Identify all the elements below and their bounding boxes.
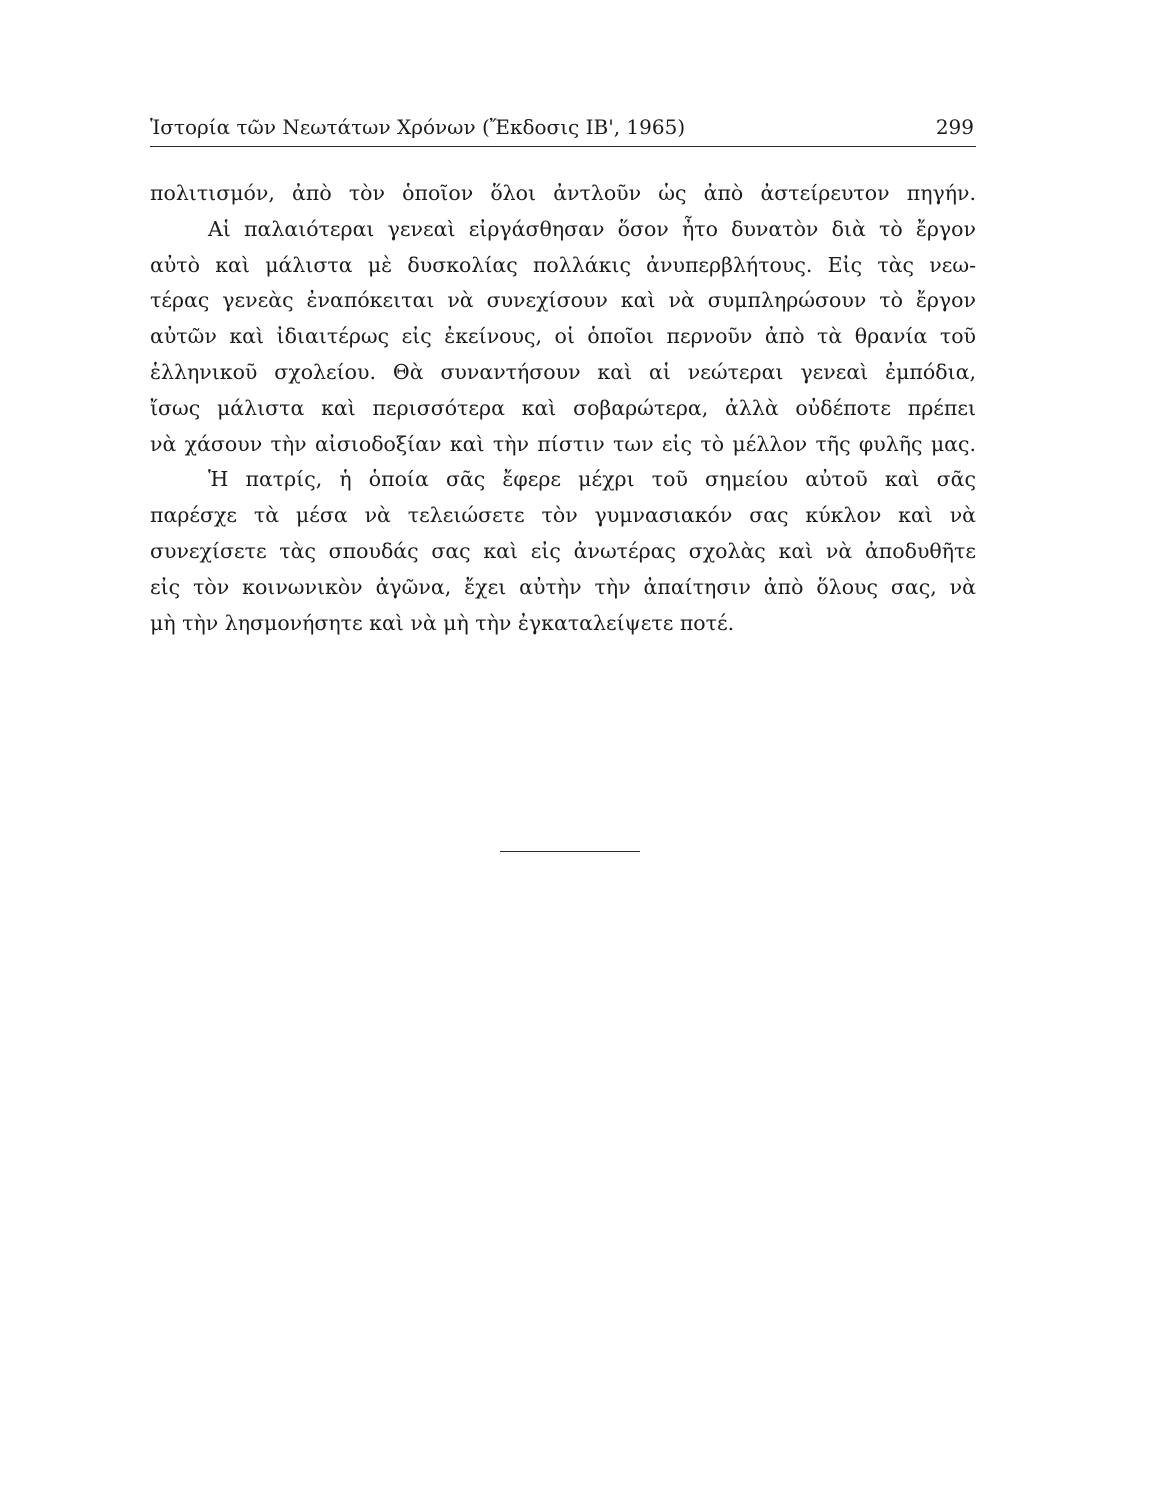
- text-line: μὴ τὴν λησμονήσητε καὶ νὰ μὴ τὴν ἐγκαταλείψετε ποτέ.: [150, 610, 735, 635]
- text-line: Ἡ πατρίς, ἡ ὁποία σᾶς ἔφερε μέχρι τοῦ σημείου αὐτοῦ καὶ σᾶς: [208, 467, 976, 492]
- header-rule: [150, 146, 976, 147]
- text-line: ἑλληνικοῦ σχολείου. Θὰ συναντήσουν καὶ αἱ νεώτεραι γενεαὶ ἐμπόδια,: [150, 359, 976, 384]
- body-text: [150, 176, 976, 641]
- text-line: τέρας γενεὰς ἐναπόκειται νὰ συνεχίσουν καὶ νὰ συμπληρώσουν τὸ ἔργον: [150, 288, 976, 313]
- text-line: συνεχίσετε τὰς σπουδάς σας καὶ εἰς ἀνωτέρας σχολὰς καὶ νὰ ἀποδυθῆτε: [150, 538, 976, 563]
- page-number: 299: [935, 115, 974, 139]
- text-line: Αἱ παλαιότεραι γενεαὶ εἰργάσθησαν ὅσον ἦτο δυνατὸν διὰ τὸ ἔργον: [208, 216, 976, 241]
- text-line: νὰ χάσουν τὴν αἰσιοδοξίαν καὶ τὴν πίστιν των εἰς τὸ μέλλον τῆς φυλῆς μας.: [150, 431, 976, 456]
- text-line: αὐτὸ καὶ μάλιστα μὲ δυσκολίας πολλάκις ἀνυπερβλήτους. Εἰς τὰς νεω-: [150, 252, 976, 277]
- running-head-title: Ἱστορία τῶν Νεωτάτων Χρόνων (Ἔκδοσις ΙΒ', 1965): [150, 115, 686, 139]
- text-line: παρέσχε τὰ μέσα νὰ τελειώσετε τὸν γυμνασιακόν σας κύκλον καὶ νὰ: [150, 503, 976, 528]
- running-head: [150, 112, 976, 142]
- text-line: πολιτισμόν, ἀπὸ τὸν ὁποῖον ὅλοι ἀντλοῦν ὡς ἀπὸ ἀστείρευτον πηγήν.: [150, 181, 976, 205]
- text-line: εἰς τὸν κοινωνικὸν ἀγῶνα, ἔχει αὐτὴν τὴν ἀπαίτησιν ἀπὸ ὅλους σας, νὰ: [150, 574, 976, 599]
- end-rule: [500, 851, 640, 852]
- text-line: αὐτῶν καὶ ἰδιαιτέρως εἰς ἐκείνους, οἱ ὁποῖοι περνοῦν ἀπὸ τὰ θρανία τοῦ: [150, 324, 976, 349]
- text-line: ἴσως μάλιστα καὶ περισσότερα καὶ σοβαρώτερα, ἀλλὰ οὐδέποτε πρέπει: [150, 395, 976, 420]
